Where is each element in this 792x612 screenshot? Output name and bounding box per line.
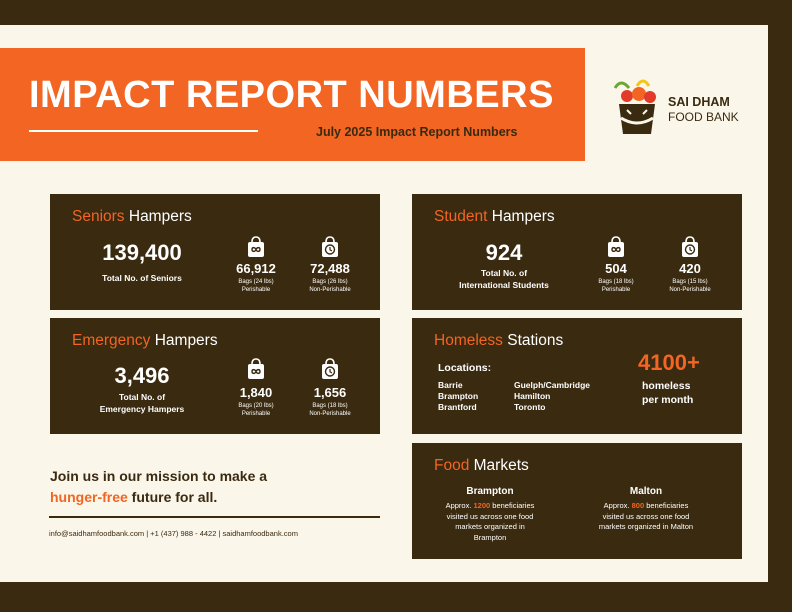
- beneficiaries-count: 800: [631, 501, 645, 510]
- perishable-bags-label: [226, 402, 286, 419]
- perishable-bags-label: [226, 278, 286, 295]
- desc-line: visited us across one food: [602, 511, 690, 521]
- seniors-hampers-card: [50, 194, 380, 310]
- perishable-bags-label: [586, 278, 646, 295]
- homeless-count-label: [642, 380, 693, 407]
- bag-type-label: Perishable: [241, 287, 271, 294]
- mission-statement: [50, 466, 267, 508]
- bag-weight-label: Bags (18 lbs): [598, 279, 634, 285]
- footer-divider: [49, 516, 380, 518]
- card-title-rest: Markets: [469, 457, 529, 474]
- card-title-highlight: Food: [434, 457, 470, 474]
- card-title-rest: Stations: [502, 332, 564, 349]
- desc-suffix: beneficiaries: [490, 501, 535, 510]
- location-item: Hamilton: [514, 390, 551, 401]
- bag-type-label: Non-Perishable: [309, 411, 351, 418]
- total-label-line-1: Total No. of: [480, 268, 528, 278]
- card-title-highlight: Homeless: [434, 332, 503, 349]
- emergency-total: 3,496: [114, 363, 170, 388]
- desc-suffix: beneficiaries: [644, 501, 689, 510]
- location-item: Toronto: [514, 401, 546, 412]
- emergency-hampers-card: [50, 318, 380, 434]
- emergency-total-label: [72, 391, 212, 416]
- desc-line: visited us across one food: [446, 511, 534, 521]
- title-underline: [29, 130, 258, 132]
- card-title: [434, 457, 529, 475]
- location-item: Guelph/Cambridge: [514, 380, 591, 390]
- bag-weight-label: Bags (20 lbs): [238, 403, 274, 409]
- desc-line: [576, 501, 716, 512]
- homeless-stations-card: [412, 318, 742, 434]
- bag-weight-label: Bags (26 lbs): [312, 279, 348, 285]
- food-markets-card: [412, 443, 742, 559]
- food-bank-logo-icon: [607, 74, 667, 138]
- non-perishable-bags-value: 420: [679, 261, 701, 276]
- logo-line-2: FOOD BANK: [668, 109, 739, 124]
- infinity-bag-icon: [246, 358, 266, 380]
- location-item: Brampton: [438, 390, 479, 401]
- homeless-count: 4100+: [638, 350, 700, 375]
- desc-line: Brampton: [473, 532, 507, 542]
- desc-line: [425, 501, 555, 512]
- location-item: Barrie: [438, 380, 463, 390]
- infinity-bag-icon: [246, 236, 266, 258]
- count-label-line-1: homeless: [642, 380, 691, 392]
- market-desc-brampton: [425, 501, 555, 543]
- desc-prefix: Approx.: [445, 501, 474, 510]
- non-perishable-bags-value: 72,488: [310, 261, 350, 276]
- location-item: Brantford: [438, 401, 477, 412]
- card-title-highlight: Student: [434, 208, 488, 225]
- seniors-total-label: Total No. of Seniors: [102, 273, 182, 283]
- infinity-bag-icon: [606, 236, 626, 258]
- market-city-brampton: Brampton: [466, 486, 514, 497]
- total-label-line-2: Emergency Hampers: [99, 404, 185, 415]
- bag-type-label: Non-Perishable: [309, 287, 351, 294]
- locations-column-2: [514, 380, 590, 413]
- seniors-total: 139,400: [102, 240, 182, 265]
- total-label-line-2: International Students: [459, 280, 549, 291]
- card-title: [434, 208, 555, 226]
- contact-info: info@saidhamfoodbank.com | +1 (437) 988 - 4422 | saidhamfoodbank.com: [49, 529, 298, 538]
- desc-line: markets organized in Malton: [598, 522, 694, 531]
- clock-bag-icon: [680, 236, 700, 258]
- desc-line: markets organized in: [455, 522, 525, 531]
- total-label-line-1: Total No. of: [118, 392, 166, 402]
- mission-line-2: [50, 487, 267, 508]
- student-total: 924: [485, 240, 523, 265]
- count-label-line-2: per month: [642, 393, 694, 406]
- non-perishable-bags-label: [295, 278, 365, 295]
- non-perishable-bags-label: [295, 402, 365, 419]
- locations-column-1: [438, 380, 478, 413]
- perishable-bags-value: 1,840: [239, 385, 273, 400]
- non-perishable-bags-value: 1,656: [313, 385, 347, 400]
- bag-weight-label: Bags (15 lbs): [672, 279, 708, 285]
- card-title: [72, 332, 218, 350]
- mission-rest: future for all.: [127, 489, 218, 505]
- card-title-rest: Hampers: [124, 208, 192, 225]
- card-title: [434, 332, 563, 350]
- bag-type-label: Perishable: [241, 411, 271, 418]
- market-city-malton: Malton: [629, 486, 663, 497]
- bag-weight-label: Bags (18 lbs): [312, 403, 348, 409]
- bag-type-label: Non-Perishable: [669, 287, 711, 294]
- non-perishable-bags-label: [655, 278, 725, 295]
- card-title: [72, 208, 192, 226]
- page-subtitle: July 2025 Impact Report Numbers: [316, 125, 518, 139]
- card-title-highlight: Emergency: [72, 332, 151, 349]
- clock-bag-icon: [320, 236, 340, 258]
- market-desc-malton: [576, 501, 716, 533]
- page-title: IMPACT REPORT NUMBERS: [29, 74, 554, 116]
- locations-label: Locations:: [438, 362, 492, 374]
- student-hampers-card: [412, 194, 742, 310]
- card-title-rest: Hampers: [487, 208, 555, 225]
- clock-bag-icon: [320, 358, 340, 380]
- perishable-bags-value: 66,912: [236, 261, 276, 276]
- desc-prefix: Approx.: [603, 501, 632, 510]
- logo-line-1: SAI DHAM: [668, 95, 730, 109]
- card-title-highlight: Seniors: [72, 208, 125, 225]
- beneficiaries-count: 1200: [473, 501, 491, 510]
- perishable-bags-value: 504: [605, 261, 627, 276]
- card-title-rest: Hampers: [150, 332, 218, 349]
- logo-wordmark: [668, 95, 739, 124]
- mission-highlight: hunger-free: [50, 489, 128, 505]
- bag-weight-label: Bags (24 lbs): [238, 279, 274, 285]
- bag-type-label: Perishable: [601, 287, 631, 294]
- student-total-label: [434, 267, 574, 292]
- mission-line-1: Join us in our mission to make a: [50, 468, 268, 484]
